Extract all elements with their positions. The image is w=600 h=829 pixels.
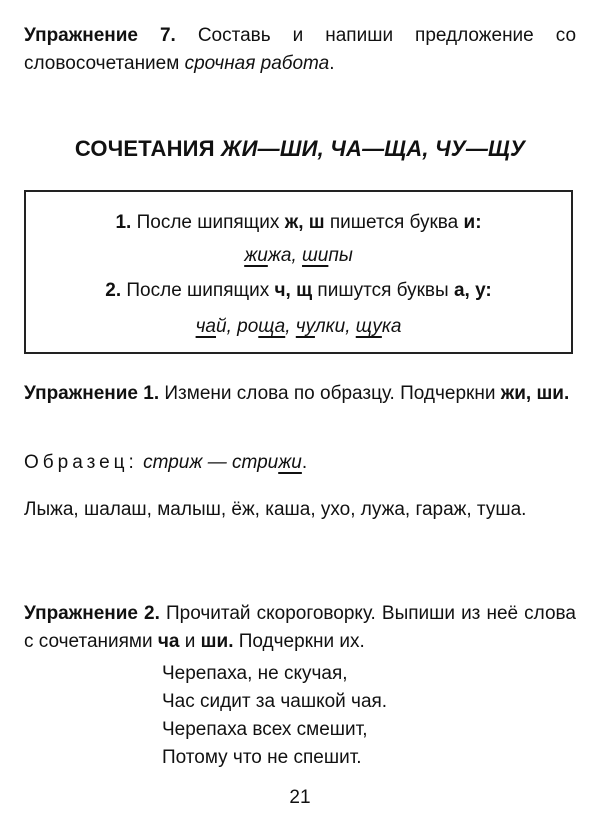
exercise-1-bold: жи, ши. <box>500 383 570 404</box>
verse-line: Черепаха, не скучая, <box>162 663 348 684</box>
example-underline: ща <box>258 316 286 337</box>
exercise-2-and: и <box>179 631 201 652</box>
example-sep: , <box>226 316 238 337</box>
exercise-1-words: Лыжа, шалаш, малыш, ёж, каша, ухо, лужа, гараж, туша. <box>24 499 527 520</box>
rule-2-letters: ч, щ <box>274 280 313 301</box>
exercise-2-text1: Прочитай скороговорку. Выпиши из неё слова с сочетаниями <box>24 603 576 652</box>
example-sep: , <box>345 316 356 337</box>
rule-1-letters: ж, ш <box>284 212 325 233</box>
example-underline: ши <box>302 245 329 266</box>
exercise-2-text2: Подчеркни их. <box>233 631 365 652</box>
exercise-2 <box>24 600 576 656</box>
exercise-7-phrase: срочная работа <box>184 53 330 74</box>
rule-2-text: После шипящих <box>121 280 275 301</box>
rule-2-vowel: а, у: <box>453 280 492 301</box>
example-underline: ча <box>195 316 216 337</box>
rule-2-number: 2. <box>105 280 122 301</box>
exercise-1-sample <box>24 449 576 477</box>
example-rest: лки <box>314 316 346 337</box>
verse <box>162 660 387 772</box>
page-number: 21 <box>289 787 311 808</box>
exercise-7-end: . <box>329 53 335 74</box>
rule-2-examples <box>26 316 571 338</box>
example-pre: ро <box>237 316 259 337</box>
example-underline: жи <box>244 245 268 266</box>
example-rest: жа <box>267 245 292 266</box>
example-rest: й <box>216 316 227 337</box>
rule-2 <box>26 280 571 302</box>
rule-1 <box>26 212 571 234</box>
exercise-2-bold-2: ши. <box>200 631 234 652</box>
example-sep: , <box>291 245 303 266</box>
sample-label: Образец: <box>24 452 138 473</box>
exercise-7-label: Упражнение 7. <box>24 25 176 46</box>
section-title <box>0 136 600 162</box>
rule-1-examples <box>26 245 571 267</box>
rule-1-number: 1. <box>115 212 132 233</box>
rule-1-vowel: и: <box>463 212 482 233</box>
section-title-italic: ЖИ—ШИ, ЧА—ЩА, ЧУ—ЩУ <box>221 136 526 161</box>
exercise-1 <box>24 380 576 408</box>
rule-box <box>24 190 573 354</box>
exercise-2-bold-1: ча <box>157 631 180 652</box>
verse-line: Потому что не спешит. <box>162 747 362 768</box>
rule-1-text: После шипящих <box>131 212 285 233</box>
sample-underline: жи <box>278 452 302 473</box>
example-underline: чу <box>295 316 315 337</box>
verse-line: Час сидит за чашкой чая. <box>162 691 388 712</box>
example-rest: пы <box>328 245 353 266</box>
exercise-7 <box>24 22 576 78</box>
exercise-2-label: Упражнение 2. <box>24 603 160 624</box>
example-underline: щу <box>355 316 382 337</box>
sample-end: . <box>301 452 308 473</box>
verse-line: Черепаха всех смешит, <box>162 719 368 740</box>
section-title-plain: СОЧЕТАНИЯ <box>74 136 222 161</box>
example-rest: ка <box>381 316 402 337</box>
exercise-7-text: Составь и напиши предложение со словосочетанием <box>24 25 577 74</box>
exercise-1-text: Измени слова по образцу. Подчеркни <box>159 383 501 404</box>
rule-2-text2: пишутся буквы <box>312 280 454 301</box>
sample-word: стриж — стри <box>143 452 279 473</box>
example-sep: , <box>285 316 296 337</box>
rule-1-text2: пишется буква <box>324 212 464 233</box>
exercise-1-label: Упражнение 1. <box>24 383 160 404</box>
